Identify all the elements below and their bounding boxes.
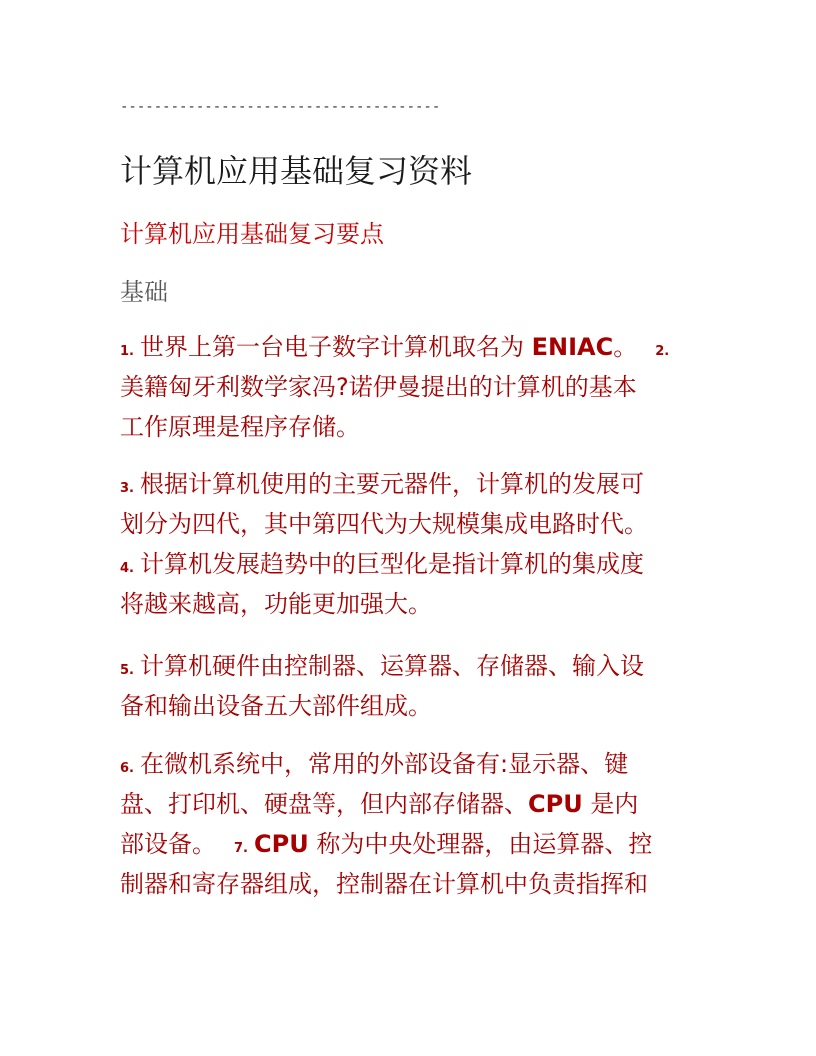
text-line: [120, 544, 700, 584]
text-line: [120, 824, 700, 864]
text-line: 划分为四代，其中第四代为大规模集成电路时代。: [120, 510, 648, 538]
text-line: [120, 646, 700, 686]
item-text: 世界上第一台电子数字计算机取名为: [139, 333, 532, 361]
item-number: 3.: [120, 481, 134, 496]
item-text-bold: CPU: [528, 790, 583, 818]
item-number: 1.: [120, 344, 134, 359]
text-line: [120, 744, 700, 784]
item-text: 根据计算机使用的主要元器件，计算机的发展可: [139, 470, 644, 498]
text-line: 将越来越高，功能更加强大。: [120, 590, 432, 618]
item-text-bold: ENIAC: [531, 333, 614, 361]
item-text: 计算机硬件由控制器、运算器、存储器、输入设: [139, 652, 644, 680]
text-line: [120, 784, 700, 824]
text-line: [120, 327, 700, 367]
item-text: 部设备。: [120, 830, 216, 858]
document-subtitle: 计算机应用基础复习要点: [120, 220, 384, 248]
item-number: 6.: [120, 761, 134, 776]
item-text: 称为中央处理器，由运算器、控: [308, 830, 653, 858]
text-line: 美籍匈牙利数学家冯?诺伊曼提出的计算机的基本: [120, 373, 637, 401]
text-line: 备和输出设备五大部件组成。: [120, 692, 432, 720]
paragraph-items-6-7: [120, 744, 700, 904]
item-number: 4.: [120, 561, 134, 576]
item-text: 在微机系统中，常用的外部设备有:显示器、键: [139, 750, 629, 778]
text-line: 制器和寄存器组成，控制器在计算机中负责指挥和: [120, 870, 648, 898]
item-number: 7.: [234, 841, 248, 856]
item-text: 计算机发展趋势中的巨型化是指计算机的集成度: [139, 550, 644, 578]
paragraph-items-3-4: [120, 464, 700, 624]
text-line: [120, 464, 700, 504]
item-text: 盘、打印机、硬盘等，但内部存储器、: [120, 790, 528, 818]
dashed-divider: --------------------------------------: [120, 99, 441, 115]
section-heading: 基础: [120, 278, 168, 306]
text-line: 工作原理是程序存储。: [120, 413, 360, 441]
item-text-bold: CPU: [253, 830, 309, 858]
item-number: 2.: [655, 344, 670, 359]
paragraph-items-1-2: [120, 327, 700, 447]
item-number: 5.: [120, 663, 134, 678]
item-text: 是内: [582, 790, 639, 818]
document-title: 计算机应用基础复习资料: [120, 152, 473, 190]
paragraph-item-5: [120, 646, 700, 726]
item-text: 。: [613, 333, 638, 361]
